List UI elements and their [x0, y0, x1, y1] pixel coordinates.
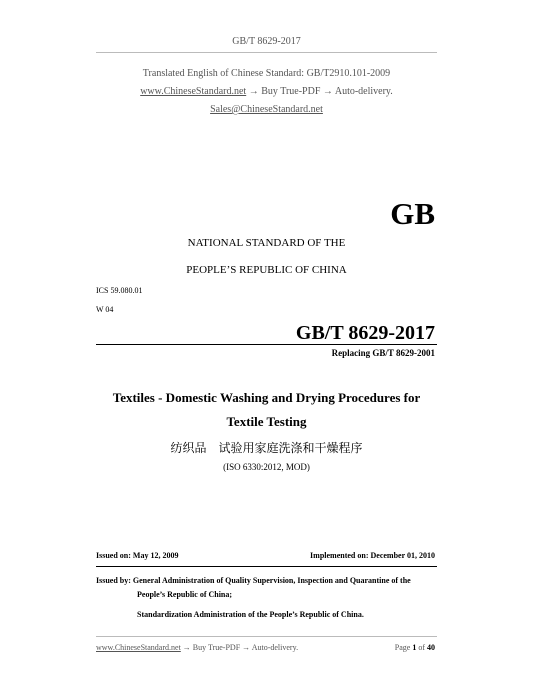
email-link[interactable]: Sales@ChineseStandard.net: [210, 104, 323, 115]
national-line-2: PEOPLE’S REPUBLIC OF CHINA: [186, 264, 347, 276]
page-indicator: [395, 643, 435, 652]
page-total: 40: [427, 643, 435, 652]
title-chinese: 纺织品 试验用家庭洗涤和干燥程序: [170, 441, 363, 455]
gb-logo: GB: [390, 196, 435, 231]
header-divider: [96, 52, 437, 53]
footer-divider: [96, 636, 437, 637]
site-line: [0, 86, 533, 97]
implemented-on: Implemented on: December 01, 2010: [310, 551, 435, 560]
site-tail: → Buy True-PDF → Auto-delivery.: [246, 86, 393, 97]
replacing-line: Replacing GB/T 8629-2001: [331, 348, 435, 358]
footer-site-tail: → Buy True-PDF → Auto-delivery.: [180, 643, 299, 652]
email-line: [0, 104, 533, 115]
issued-by-line-1: General Administration of Quality Supervision, Inspection and Quarantine of the: [132, 576, 411, 585]
issued-on: Issued on: May 12, 2009: [96, 551, 179, 560]
page-label: Page: [394, 643, 411, 652]
of-label: of: [418, 643, 425, 652]
national-line-1: NATIONAL STANDARD OF THE: [187, 237, 346, 249]
issued-by-block: [96, 574, 441, 622]
translated-line: Translated English of Chinese Standard: GB/T2910.101-2009: [142, 68, 391, 79]
ics-code: ICS 59.080.01: [96, 286, 143, 295]
footer-site-line: [96, 643, 298, 652]
standard-code: GB/T 8629-2017: [295, 322, 435, 344]
running-header: GB/T 8629-2017: [232, 36, 301, 47]
w-code: W 04: [96, 305, 114, 314]
footer-site-link[interactable]: www.ChineseStandard.net: [96, 643, 181, 652]
issued-by-label: Issued by:: [96, 576, 131, 585]
page-number: 1: [412, 643, 417, 652]
dates-divider: [96, 566, 437, 567]
issued-by-line-3: Standardization Administration of the People’s Republic of China.: [137, 610, 364, 619]
site-link[interactable]: www.ChineseStandard.net: [140, 86, 247, 97]
code-divider: [96, 344, 437, 345]
title-line-1: Textiles - Domestic Washing and Drying Procedures for: [112, 390, 421, 405]
iso-reference: (ISO 6330:2012, MOD): [223, 462, 310, 472]
issued-by-line-2: People’s Republic of China;: [137, 590, 233, 599]
title-line-2: Textile Testing: [226, 414, 307, 429]
